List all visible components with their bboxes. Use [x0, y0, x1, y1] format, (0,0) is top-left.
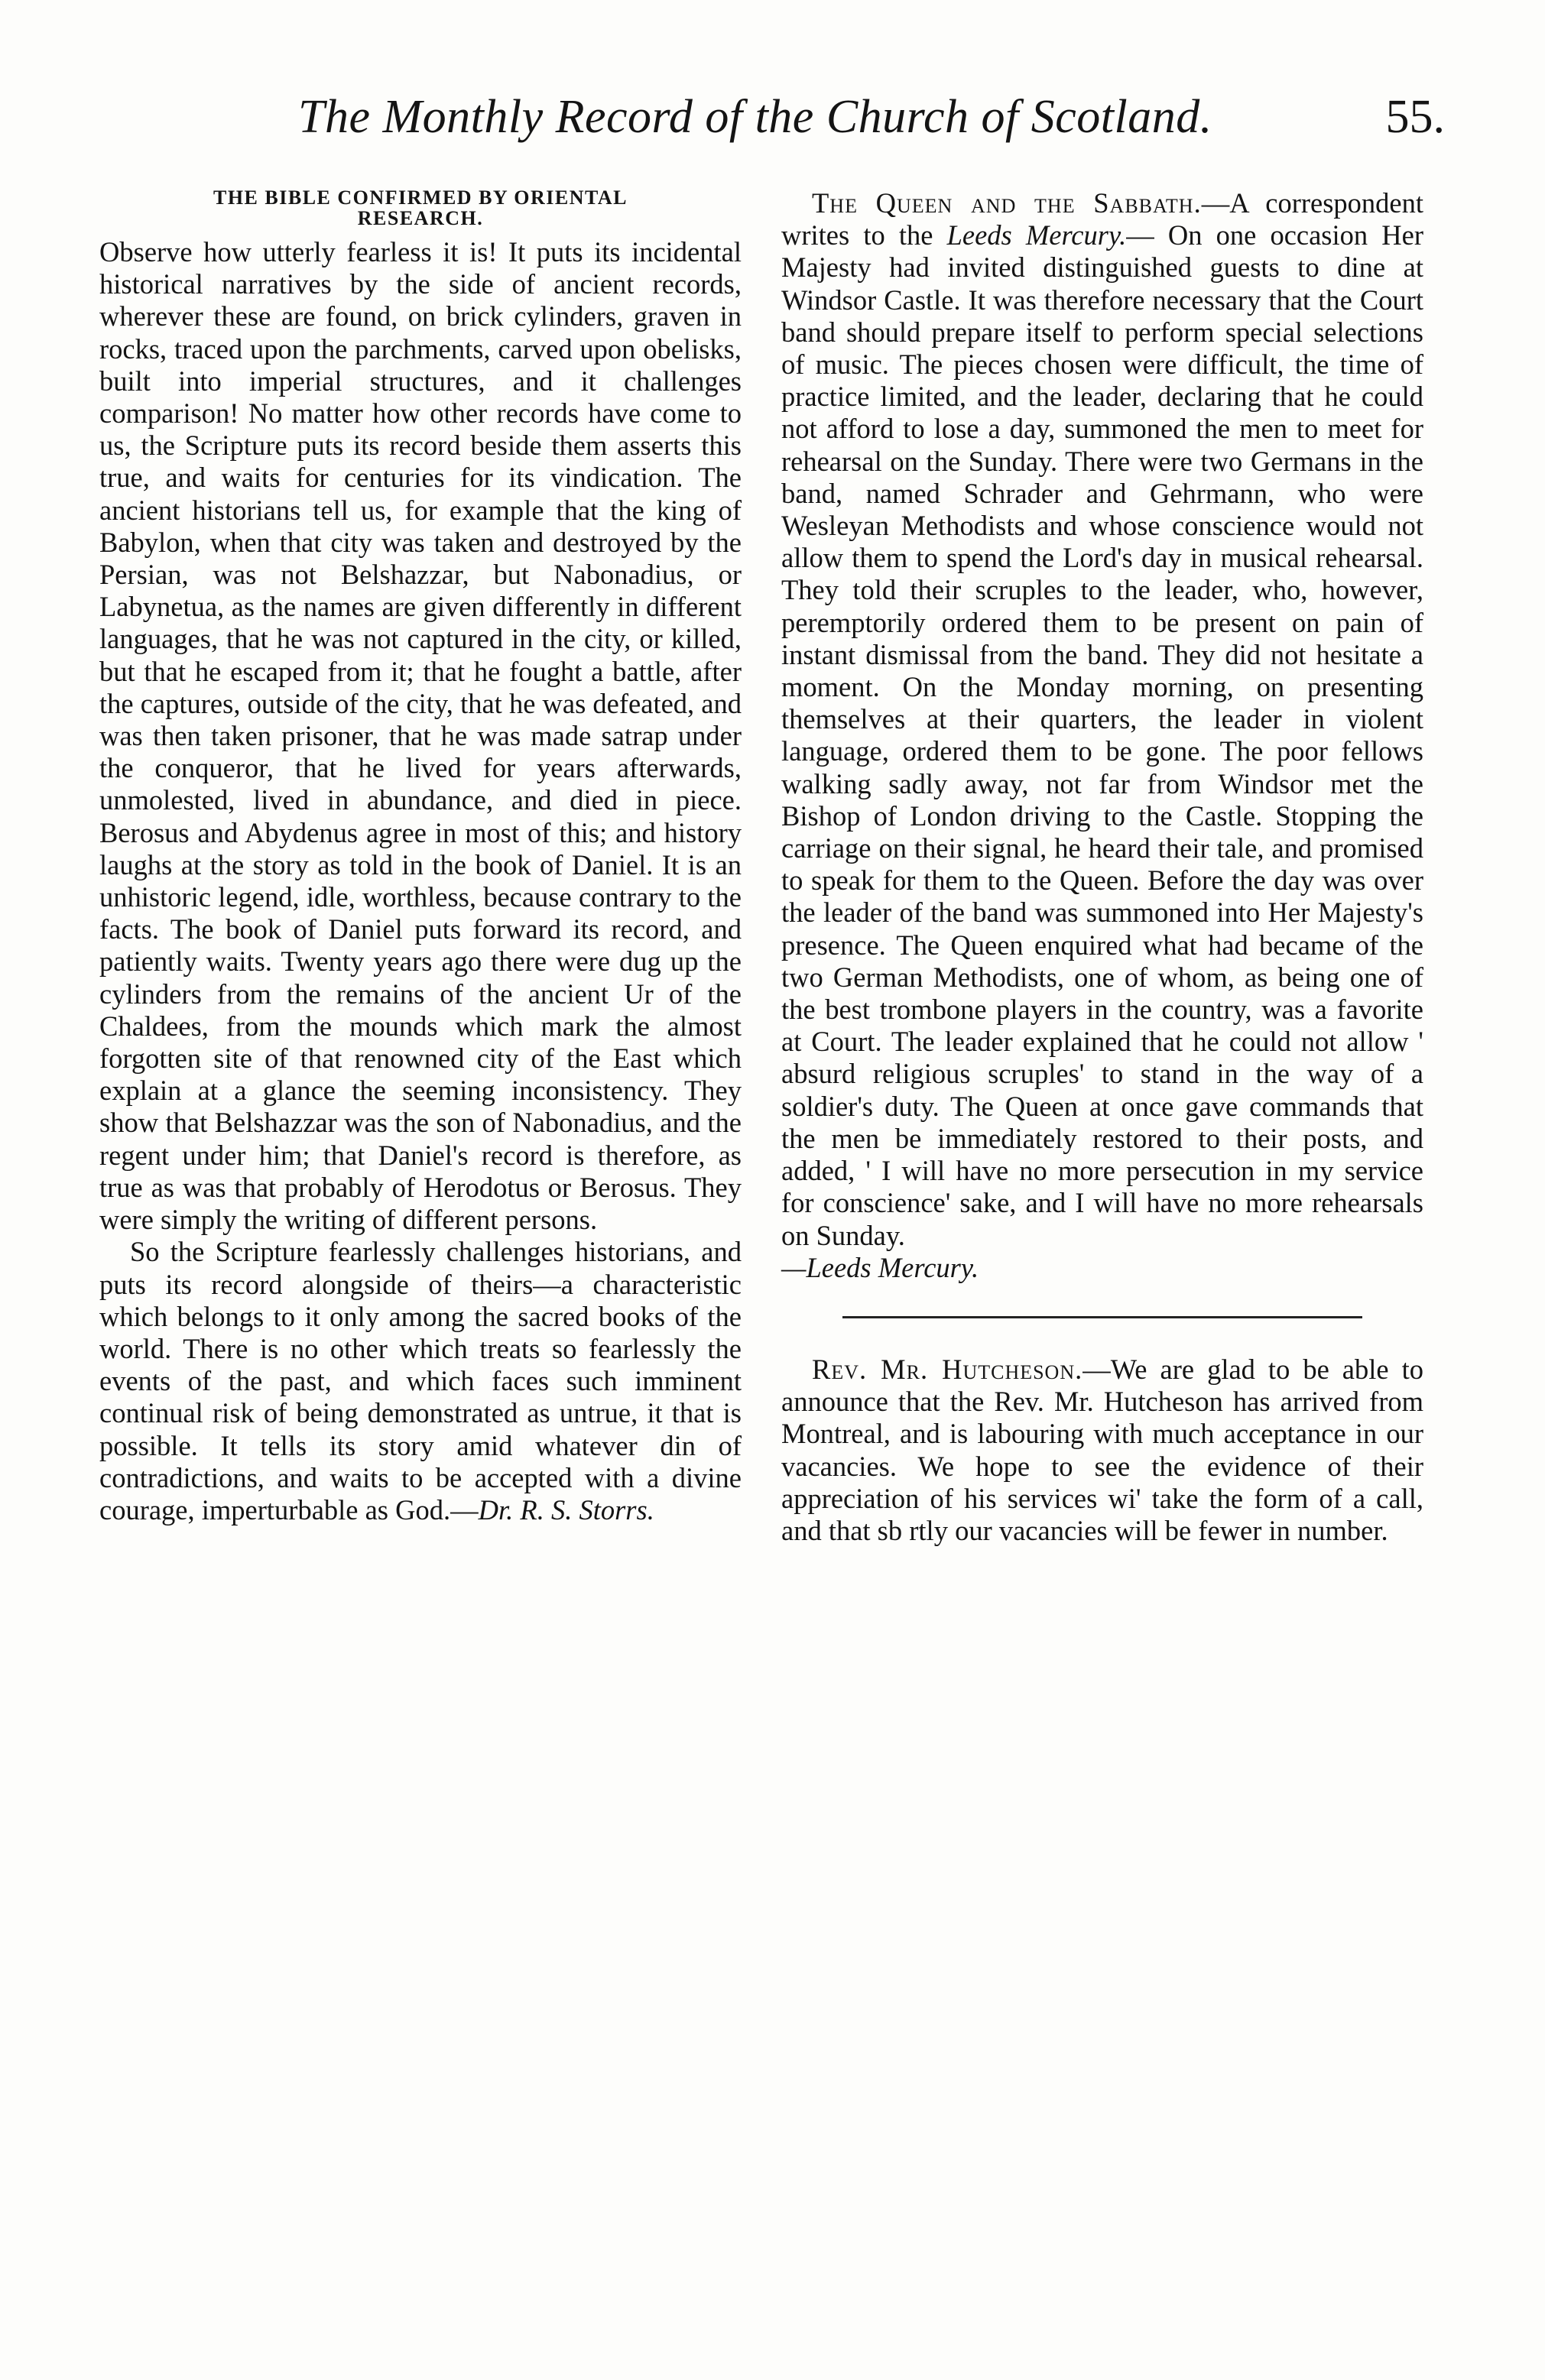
article-queen-sabbath — [781, 187, 1423, 1252]
article-title-hutcheson: Rev. Mr. Hutcheson. — [812, 1353, 1083, 1385]
running-title: The Monthly Record of the Church of Scotland. — [298, 91, 1212, 143]
article-subheading-bible: RESEARCH. — [357, 207, 484, 229]
article-paragraph — [99, 1236, 742, 1526]
paragraph-text: — On one occasion Her Majesty had invited distinguished guests to dine at Windsor Castle. It was therefore necessary that the Court band should prepare itself to perform special selections of music. The pieces chosen were difficult, the time of practice limited, and the leader, declaring that he could not afford to lose a day, summoned the men to meet for rehearsal on the Sunday. There were two Germans in the band, named Schrader and Gehrmann, who were Wesleyan Methodists and whose conscience would not allow them to spend the Lord's day in musical rehearsal. They told their scruples to the leader, who, however, peremptorily ordered them to be present on pain of instant dismissal from the band. They did not hesitate a moment. On the Monday morning, on presenting themselves at their quarters, the leader in violent language, ordered them to be gone. The poor fellows walking sadly away, not far from Windsor met the Bishop of London driving to the Castle. Stopping the carriage on their signal, he heard their tale, and promised to speak for them to the Queen. Before the day was over the leader of the band was summoned into Her Majesty's presence. The Queen enquired what had became of the two German Methodists, one of whom, as being one of the best trombone players in the country, was a favorite at Court. The leader explained that he could not allow ' absurd religious scruples' to stand in the way of a soldier's duty. The Queen at once gave commands that the men be immediately restored to their posts, and added, ' I will have no more persecution in my service for conscience' sake, and I will have no more rehearsals on Sunday. — [781, 219, 1423, 1251]
article-hutcheson — [781, 1354, 1423, 1547]
running-head — [298, 90, 1445, 159]
source-name: Leeds Mercury. — [946, 219, 1127, 251]
article-heading-bible: THE BIBLE CONFIRMED BY ORIENTAL — [213, 186, 628, 209]
paragraph-text: —We are glad to be able to announce that the Rev. Mr. Hutcheson has arrived from Montreal, and is labouring with much acceptance in our vacancies. We hope to see the evidence of their appreciation of his services wi' take the form of a call, and that sb rtly our vacancies will be fewer in number. — [781, 1353, 1423, 1546]
left-column — [99, 187, 742, 1526]
author-attribution: Dr. R. S. Storrs. — [478, 1493, 654, 1526]
right-column — [781, 187, 1423, 1547]
article-title-queen-sabbath: The Queen and the Sabbath. — [812, 187, 1202, 219]
article-paragraph: Observe how utterly fearless it is! It puts its incidental historical narratives by the side of ancient records, wherever these are found, on brick cylinders, graven in rocks, traced upon the parchments, carved upon obelisks, built into imperial structures, and it challenges comparison! No matter how other records have come to us, the Scripture puts its record beside them asserts this true, and waits for centuries for its vindication. The ancient historians tell us, for example that the king of Babylon, when that city was taken and destroyed by the Persian, was not Belshazzar, but Nabonadius, or Labynetua, as the names are given differently in different languages, that he was not captured in the city, or killed, but that he escaped from it; that he fought a battle, after the captures, outside of the city, that he was defeated, and was then taken prisoner, that he was made satrap under the conqueror, that he lived for years afterwards, unmolested, lived in abundance, and died in piece. Berosus and Abydenus agree in most of this; and history laughs at the story as told in the book of Daniel. It is an unhistoric legend, idle, worthless, because contrary to the facts. The book of Daniel puts forward its record, and patiently waits. Twenty years ago there were dug up the cylinders from the remains of the ancient Ur of the Chaldees, from the mounds which mark the almost forgotten site of that renowned city of the East which explain at a glance the seeming inconsistency. They show that Belshazzar was the son of Nabonadius, and the regent under him; that Daniel's record is therefore, as true as was that probably of Herodotus or Berosus. They were simply the writing of different persons. — [99, 236, 742, 1236]
section-divider — [842, 1316, 1362, 1318]
paragraph-text: —A correspondent writes to the — [781, 187, 1423, 251]
page-number: 55. — [1385, 91, 1445, 143]
source-attribution: —Leeds Mercury. — [781, 1251, 979, 1283]
paragraph-text: So the Scripture fearlessly challenges historians, and puts its record alongside of theirs—a characteristic which belongs to it only among the sacred books of the world. There is no other which treats so fearlessly the events of the past, and which faces such imminent continual risk of being demonstrated as untrue, it that is possible. It tells its story amid whatever din of contradictions, and waits to be accepted with a divine courage, imperturbable as God.— — [99, 1236, 742, 1526]
